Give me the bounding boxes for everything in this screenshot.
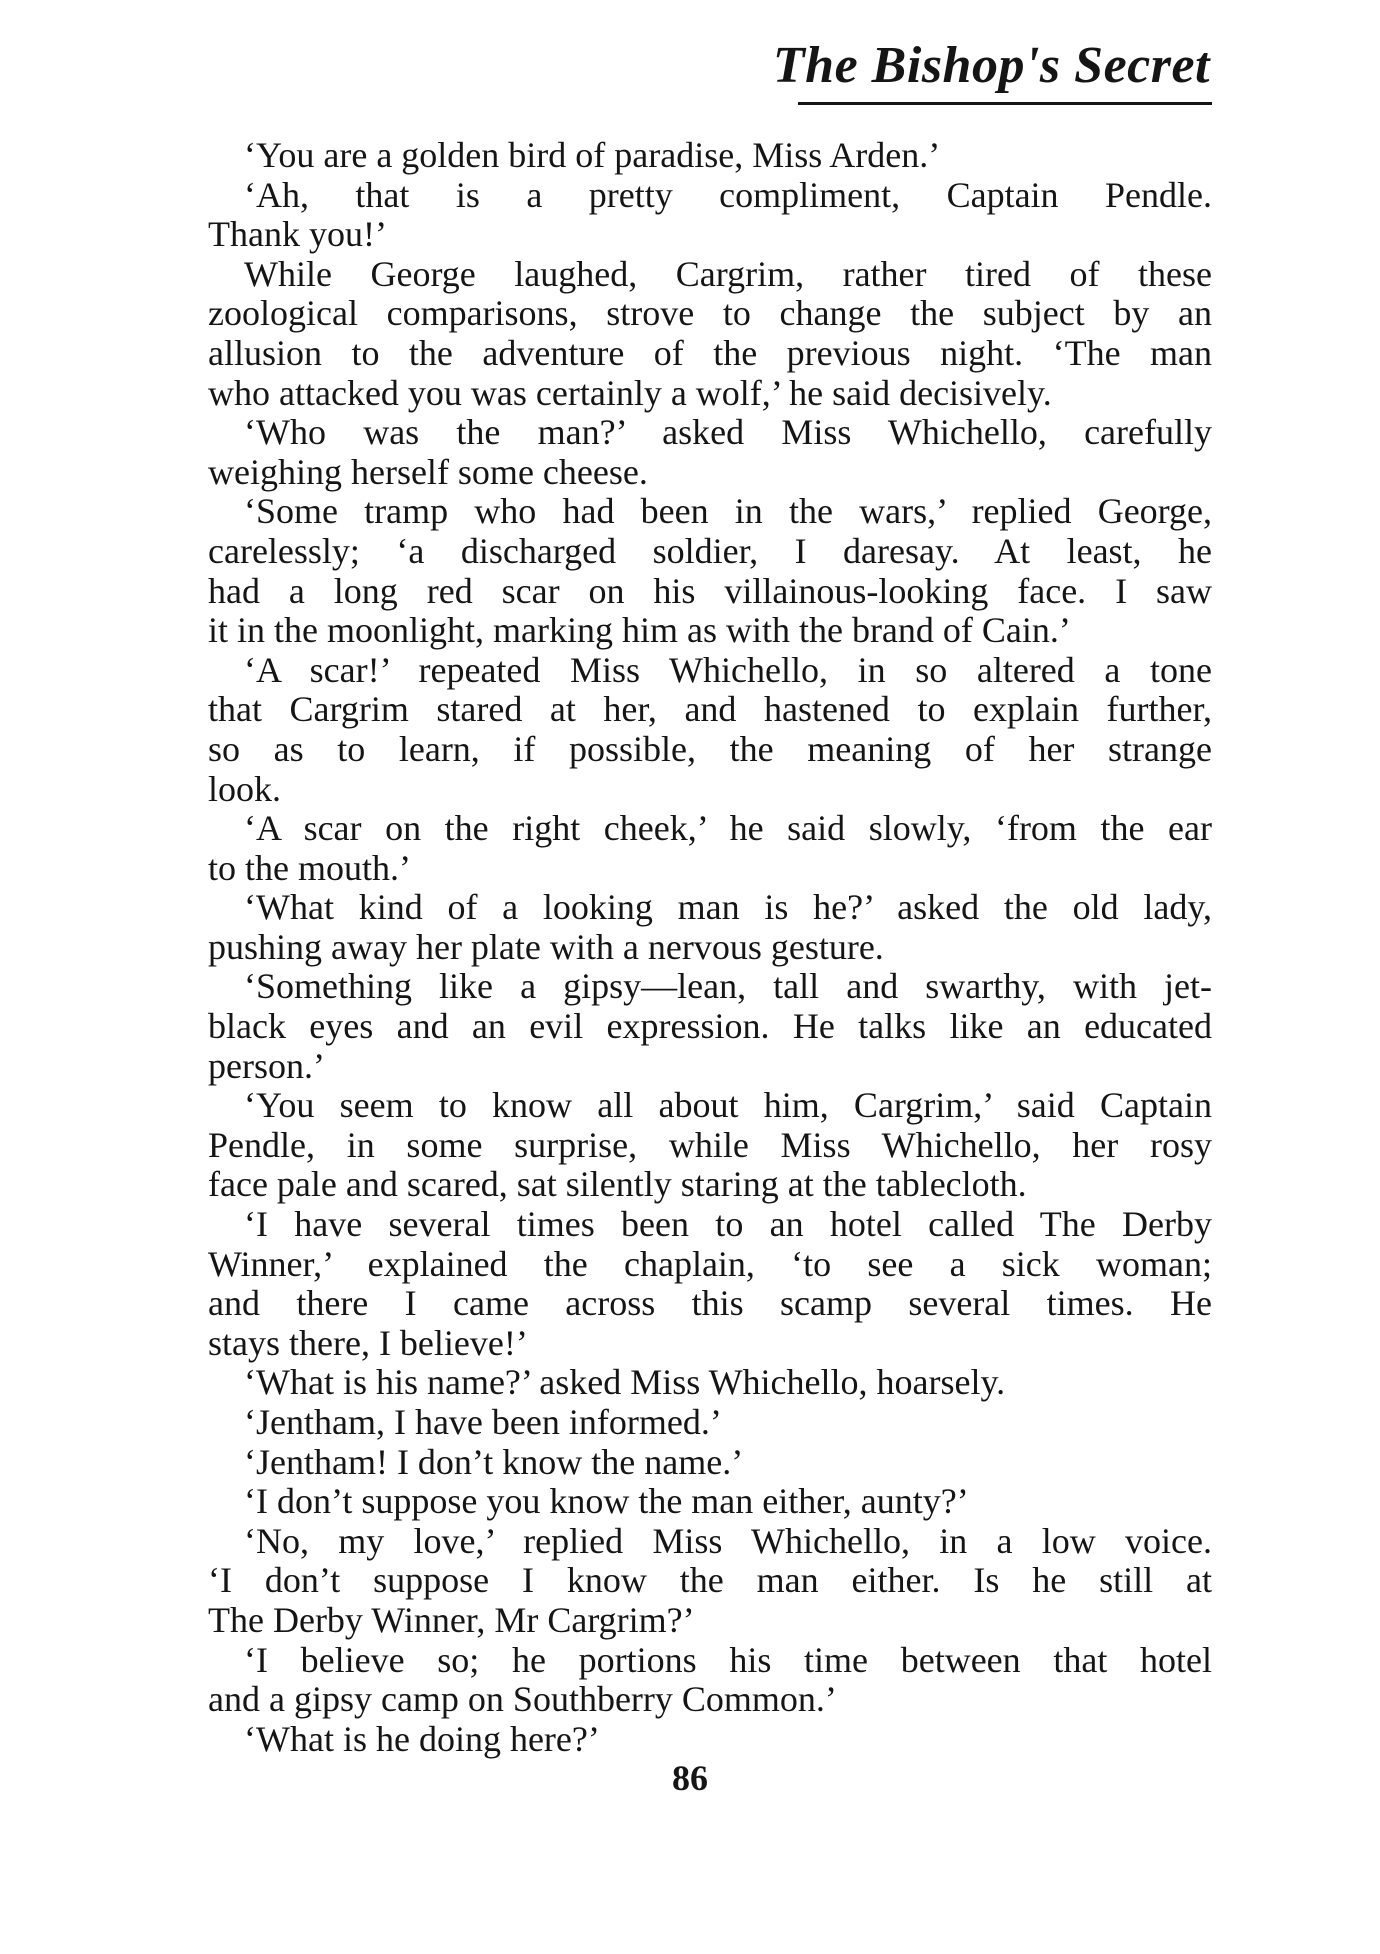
text-line: and there I came across this scamp several times. He — [208, 1283, 1212, 1324]
text-line: ‘Who was the man?’ asked Miss Whichello, carefully — [244, 412, 1212, 453]
text-line: and a gipsy camp on Southberry Common.’ — [208, 1679, 837, 1720]
text-line: pushing away her plate with a nervous gesture. — [208, 926, 884, 967]
body-text — [208, 136, 1212, 1759]
text-line: ‘A scar on the right cheek,’ he said slowly, ‘from the ear — [244, 808, 1212, 849]
text-line: While George laughed, Cargrim, rather tired of these — [244, 253, 1212, 294]
text-line: The Derby Winner, Mr Cargrim?’ — [208, 1599, 695, 1640]
text-line: ‘I don’t suppose I know the man either. Is he still at — [208, 1560, 1212, 1601]
text-line: weighing herself some cheese. — [208, 451, 648, 492]
text-line: who attacked you was certainly a wolf,’ he said decisively. — [208, 372, 1052, 413]
text-line: ‘No, my love,’ replied Miss Whichello, in a low voice. — [244, 1520, 1212, 1561]
text-line: black eyes and an evil expression. He talks like an educated — [208, 1006, 1212, 1047]
text-line: ‘A scar!’ repeated Miss Whichello, in so altered a tone — [244, 649, 1212, 690]
text-line: ‘Jentham! I don’t know the name.’ — [244, 1441, 744, 1482]
text-line: ‘Jentham, I have been informed.’ — [244, 1402, 722, 1442]
text-line: person.’ — [208, 1045, 325, 1086]
text-line: ‘You seem to know all about him, Cargrim,’ said Captain — [244, 1085, 1212, 1126]
text-line: ‘What is he doing here?’ — [244, 1718, 600, 1759]
text-line: so as to learn, if possible, the meaning of her strange — [208, 728, 1212, 769]
text-line: ‘I have several times been to an hotel called The Derby — [244, 1204, 1212, 1245]
text-line: Winner,’ explained the chaplain, ‘to see a sick woman; — [208, 1243, 1212, 1284]
text-line: ‘You are a golden bird of paradise, Miss Arden.’ — [244, 135, 941, 175]
text-line: ‘Some tramp who had been in the wars,’ replied George, — [244, 491, 1212, 532]
text-line: ‘What is his name?’ asked Miss Whichello, hoarsely. — [244, 1362, 1006, 1403]
text-line: stays there, I believe!’ — [208, 1322, 528, 1363]
text-line: look. — [208, 768, 282, 809]
text-line: it in the moonlight, marking him as with the brand of Cain.’ — [208, 610, 1071, 651]
page-number: 86 — [672, 1758, 708, 1798]
text-line: had a long red scar on his villainous-looking face. I saw — [208, 570, 1212, 611]
text-line: ‘Ah, that is a pretty compliment, Captain Pendle. — [244, 174, 1212, 215]
running-head-rule — [798, 102, 1212, 105]
text-line: that Cargrim stared at her, and hastened to explain further, — [208, 689, 1212, 730]
text-line: to the mouth.’ — [208, 847, 411, 888]
text-line: ‘Something like a gipsy—lean, tall and swarthy, with jet- — [244, 966, 1212, 1007]
text-line: carelessly; ‘a discharged soldier, I daresay. At least, he — [208, 530, 1212, 571]
text-line: Thank you!’ — [208, 214, 387, 255]
running-head: The Bishop's Secret — [772, 37, 1210, 94]
text-line: ‘I don’t suppose you know the man either, aunty?’ — [244, 1481, 969, 1522]
text-line: Pendle, in some surprise, while Miss Whichello, her rosy — [208, 1124, 1212, 1165]
text-line: ‘What kind of a looking man is he?’ asked the old lady, — [244, 887, 1212, 928]
text-line: zoological comparisons, strove to change the subject by an — [208, 293, 1212, 334]
text-line: ‘I believe so; he portions his time between that hotel — [244, 1639, 1212, 1680]
text-line: face pale and scared, sat silently staring at the tablecloth. — [208, 1164, 1027, 1205]
text-line: allusion to the adventure of the previous night. ‘The man — [208, 332, 1212, 373]
